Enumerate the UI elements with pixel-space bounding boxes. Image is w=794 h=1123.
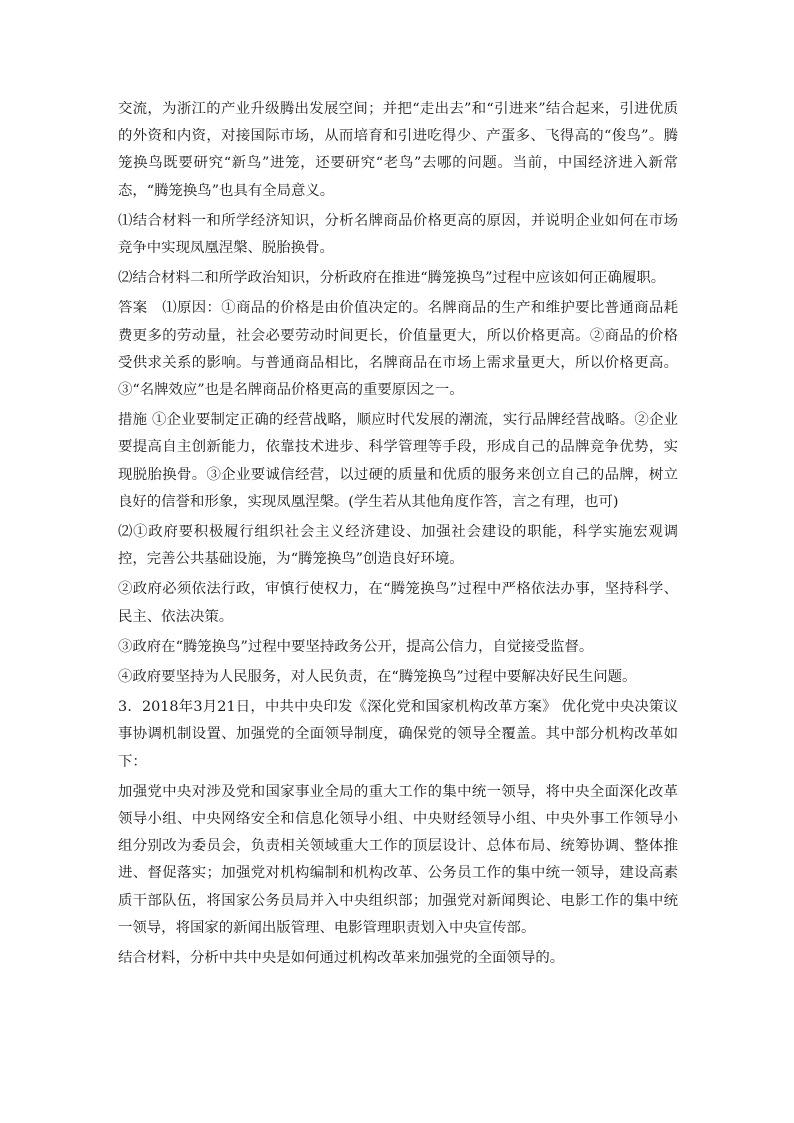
- material-paragraph: 交流，为浙江的产业升级腾出发展空间；并把“走出去”和“引进来”结合起来，引进优质的外资和内资，对接国际市场，从而培育和引进吃得少、产蛋多、飞得高的“俊鸟”。腾笼换鸟既要研究“新鸟”进笼，还要研究“老鸟”去哪的问题。当前，中国经济进入新常态，“腾笼换鸟”也具有全局意义。: [118, 101, 678, 199]
- question-3-intro: 3．2018年3月21日，中共中央印发《深化党和国家机构改革方案》 优化党中央决策议事协调机制设置、加强党的全面领导制度，确保党的领导全覆盖。其中部分机构改革如下：: [118, 699, 678, 770]
- document-body: [118, 96, 678, 972]
- answer-2-point-4: ④政府要坚持为人民服务，对人民负责，在“腾笼换鸟”过程中要解决好民生问题。: [118, 669, 637, 686]
- question-1: ⑴结合材料一和所学经济知识，分析名牌商品价格更高的原因，并说明企业如何在市场竞争中实现凤凰涅槃、脱胎换骨。: [118, 212, 678, 257]
- answer-1-measures: 措施 ①企业要制定正确的经营战略，顺应时代发展的潮流，实行品牌经营战略。②企业要提高自主创新能力，依靠技术进步、科学管理等手段，形成自己的品牌竞争优势，实现脱胎换骨。③企业要诚信经营，以过硬的质量和优质的服务来创立自己的品牌，树立良好的信誉和形象，实现凤凰涅槃。(学生若从其他角度作答，言之有理，也可): [118, 412, 678, 510]
- question-2: ⑵结合材料二和所学政治知识，分析政府在推进“腾笼换鸟”过程中应该如何正确履职。: [118, 270, 666, 287]
- answer-2-point-1: ⑵①政府要积极履行组织社会主义经济建设、加强社会建设的职能，科学实施宏观调控，完善公共基础设施，为“腾笼换鸟”创造良好环境。: [118, 524, 678, 568]
- question-3-material: 加强党中央对涉及党和国家事业全局的重大工作的集中统一领导，将中央全面深化改革领导小组、中央网络安全和信息化领导小组、中央财经领导小组、中央外事工作领导小组分别改为委员会，负责相关领域重大工作的顶层设计、总体布局、统筹协调、整体推进、督促落实；加强党对机构编制和机构改革、公务员工作的集中统一领导，建设高素质干部队伍，将国家公务员局并入中央组织部；加强党对新闻舆论、电影工作的集中统一领导，将国家的新闻出版管理、电影管理职责划入中央宣传部。: [118, 783, 678, 936]
- answer-2-point-3: ③政府在“腾笼换鸟”过程中要坚持政务公开，提高公信力，自觉接受监督。: [118, 638, 594, 655]
- answer-2-point-2: ②政府必须依法行政，审慎行使权力，在“腾笼换鸟”过程中严格依法办事，坚持科学、民主、依法决策。: [118, 581, 678, 625]
- answer-1-reasons: 答案 ⑴原因：①商品的价格是由价值决定的。名牌商品的生产和维护要比普通商品耗费更多的劳动量，社会必要劳动时间更长，价值量更大，所以价格更高。②商品的价格受供求关系的影响。与普通商品相比，名牌商品在市场上需求量更大，所以价格更高。③“名牌效应”也是名牌商品价格更高的重要原因之一。: [118, 300, 678, 399]
- question-3-prompt: 结合材料，分析中共中央是如何通过机构改革来加强党的全面领导的。: [118, 950, 565, 967]
